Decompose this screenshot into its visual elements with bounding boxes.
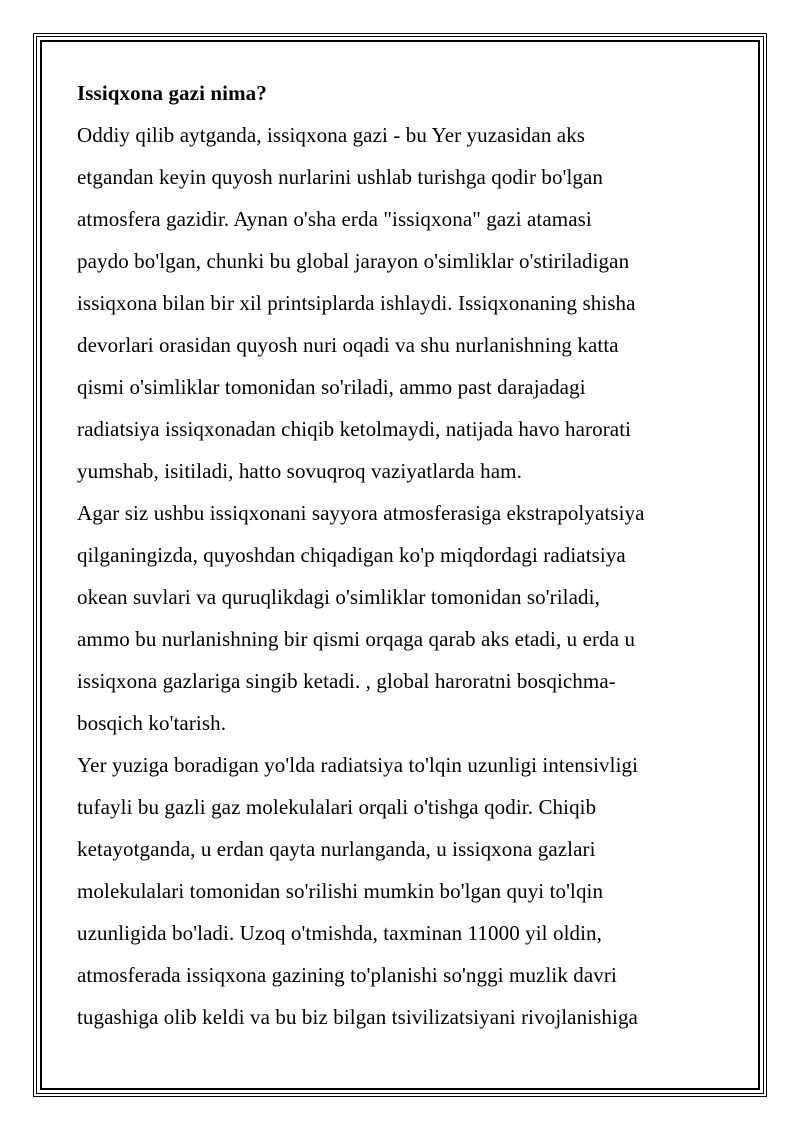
text-line: atmosferada issiqxona gazining to'planishi so'nggi muzlik davri [77,963,617,987]
text-line: Oddiy qilib aytganda, issiqxona gazi - bu Yer yuzasidan aks [77,123,586,147]
text-line: devorlari orasidan quyosh nuri oqadi va shu nurlanishning katta [77,333,619,357]
text-line: molekulalari tomonidan so'rilishi mumkin bo'lgan quyi to'lqin [77,879,604,903]
text-line: atmosfera gazidir. Aynan o'sha erda "issiqxona" gazi atamasi [77,207,592,231]
text-line: issiqxona bilan bir xil printsiplarda ishlaydi. Issiqxonaning shisha [77,291,636,315]
text-line: yumshab, isitiladi, hatto sovuqroq vaziyatlarda ham. [77,459,522,483]
text-line: ketayotganda, u erdan qayta nurlanganda, u issiqxona gazlari [77,837,596,861]
paragraph-1 [77,114,737,492]
text-line: uzunligida bo'ladi. Uzoq o'tmishda, taxminan 11000 yil oldin, [77,921,602,945]
paragraph-3 [77,744,737,1038]
text-line: Agar siz ushbu issiqxonani sayyora atmosferasiga ekstrapolyatsiya [77,501,645,525]
text-line: radiatsiya issiqxonadan chiqib ketolmaydi, natijada havo harorati [77,417,632,441]
text-line: etgandan keyin quyosh nurlarini ushlab turishga qodir bo'lgan [77,165,604,189]
text-line: issiqxona gazlariga singib ketadi. , global haroratni bosqichma- [77,669,616,693]
paragraph-2 [77,492,737,744]
text-line: okean suvlari va quruqlikdagi o'simliklar tomonidan so'riladi, [77,585,600,609]
text-line: tufayli bu gazli gaz molekulalari orqali o'tishga qodir. Chiqib [77,795,597,819]
text-line: bosqich ko'tarish. [77,711,227,735]
document-heading: Issiqxona gazi nima? [77,81,267,105]
text-line: Yer yuziga boradigan yo'lda radiatsiya to'lqin uzunligi intensivligi [77,753,639,777]
document-body [77,72,737,1038]
text-line: qilganingizda, quyoshdan chiqadigan ko'p miqdordagi radiatsiya [77,543,626,567]
text-line: paydo bo'lgan, chunki bu global jarayon o'simliklar o'stiriladigan [77,249,630,273]
text-line: tugashiga olib keldi va bu biz bilgan tsivilizatsiyani rivojlanishiga [77,1005,638,1029]
text-line: ammo bu nurlanishning bir qismi orqaga qarab aks etadi, u erda u [77,627,636,651]
text-line: qismi o'simliklar tomonidan so'riladi, ammo past darajadagi [77,375,586,399]
